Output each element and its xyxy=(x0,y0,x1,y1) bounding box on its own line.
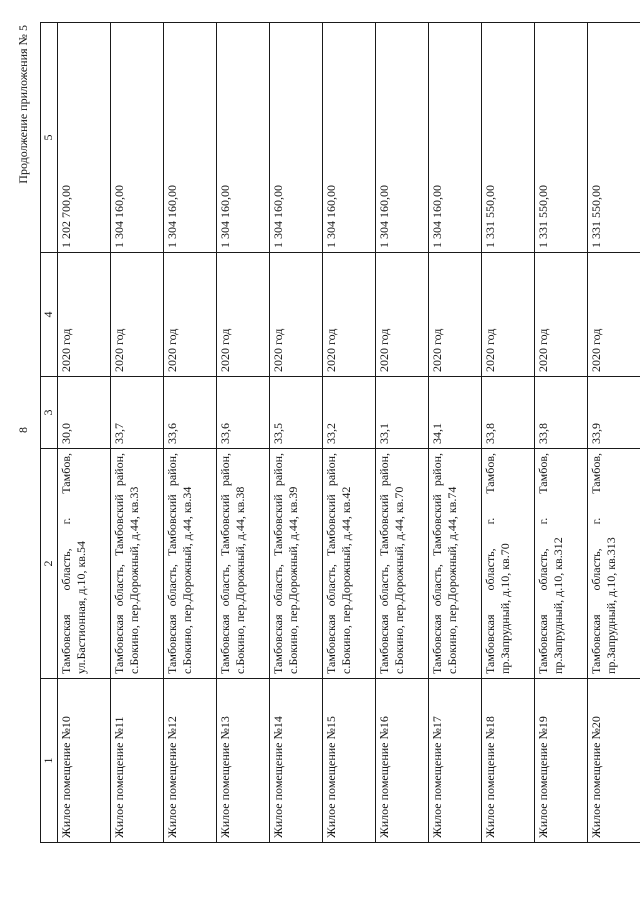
premise-price: 1 331 550,00 xyxy=(535,23,588,253)
premise-address: Тамбовская область, г. Тамбов, ул.Бастионная, д.10, кв.54 xyxy=(58,449,111,679)
premise-price: 1 331 550,00 xyxy=(588,23,640,253)
premise-address: Тамбовская область, Тамбовский район, с.Бокино, пер.Дорожный, д.44, кв.38 xyxy=(217,449,270,679)
premise-area: 33,7 xyxy=(111,377,164,449)
table-row xyxy=(376,23,429,843)
premise-area: 33,2 xyxy=(323,377,376,449)
table-row xyxy=(58,23,111,843)
premise-year: 2020 год xyxy=(217,253,270,377)
table-row xyxy=(217,23,270,843)
table-row xyxy=(429,23,482,843)
premise-year: 2020 год xyxy=(164,253,217,377)
premise-area: 30,0 xyxy=(58,377,111,449)
column-header-5: 5 xyxy=(41,23,58,253)
table-row xyxy=(535,23,588,843)
premise-name: Жилое помещение №17 xyxy=(429,679,482,843)
appendix-continuation-note: Продолжение приложения № 5 xyxy=(16,25,30,184)
premise-area: 33,6 xyxy=(217,377,270,449)
premise-price: 1 304 160,00 xyxy=(429,23,482,253)
table-row xyxy=(164,23,217,843)
premise-area: 34,1 xyxy=(429,377,482,449)
table-row xyxy=(323,23,376,843)
premise-year: 2020 год xyxy=(482,253,535,377)
premise-name: Жилое помещение №14 xyxy=(270,679,323,843)
premise-name: Жилое помещение №10 xyxy=(58,679,111,843)
housing-table xyxy=(40,22,640,843)
premise-address: Тамбовская область, Тамбовский район, с.Бокино, пер.Дорожный, д.44, кв.70 xyxy=(376,449,429,679)
premise-name: Жилое помещение №16 xyxy=(376,679,429,843)
premise-price: 1 304 160,00 xyxy=(217,23,270,253)
premise-price: 1 331 550,00 xyxy=(482,23,535,253)
column-header-1: 1 xyxy=(41,679,58,843)
premise-year: 2020 год xyxy=(323,253,376,377)
premise-name: Жилое помещение №19 xyxy=(535,679,588,843)
column-header-3: 3 xyxy=(41,377,58,449)
premise-name: Жилое помещение №11 xyxy=(111,679,164,843)
premise-year: 2020 год xyxy=(429,253,482,377)
premise-year: 2020 год xyxy=(58,253,111,377)
table-row xyxy=(270,23,323,843)
page-number: 8 xyxy=(16,427,30,433)
premise-area: 33,5 xyxy=(270,377,323,449)
premise-year: 2020 год xyxy=(535,253,588,377)
premise-name: Жилое помещение №13 xyxy=(217,679,270,843)
table-header xyxy=(41,23,58,843)
premise-address: Тамбовская область, Тамбовский район, с.Бокино, пер.Дорожный, д.44, кв.42 xyxy=(323,449,376,679)
column-header-2: 2 xyxy=(41,449,58,679)
premise-name: Жилое помещение №15 xyxy=(323,679,376,843)
table-row xyxy=(588,23,640,843)
table-row xyxy=(111,23,164,843)
premise-address: Тамбовская область, Тамбовский район, с.Бокино, пер.Дорожный, д.44, кв.34 xyxy=(164,449,217,679)
premise-price: 1 304 160,00 xyxy=(323,23,376,253)
premise-address: Тамбовская область, Тамбовский район, с.Бокино, пер.Дорожный, д.44, кв.33 xyxy=(111,449,164,679)
premise-address: Тамбовская область, г. Тамбов, пр.Запрудный, д.10, кв.70 xyxy=(482,449,535,679)
premise-year: 2020 год xyxy=(270,253,323,377)
premise-name: Жилое помещение №18 xyxy=(482,679,535,843)
premise-address: Тамбовская область, г. Тамбов, пр.Запрудный, д.10, кв.312 xyxy=(535,449,588,679)
column-header-4: 4 xyxy=(41,253,58,377)
premise-address: Тамбовская область, Тамбовский район, с.Бокино, пер.Дорожный, д.44, кв.74 xyxy=(429,449,482,679)
premise-price: 1 304 160,00 xyxy=(111,23,164,253)
premise-name: Жилое помещение №20 xyxy=(588,679,640,843)
premise-area: 33,8 xyxy=(535,377,588,449)
premise-address: Тамбовская область, Тамбовский район, с.Бокино, пер.Дорожный, д.44, кв.39 xyxy=(270,449,323,679)
table-row xyxy=(482,23,535,843)
premise-price: 1 304 160,00 xyxy=(376,23,429,253)
premise-area: 33,9 xyxy=(588,377,640,449)
premise-address: Тамбовская область, г. Тамбов, пр.Запрудный, д.10, кв.313 xyxy=(588,449,640,679)
header-row xyxy=(41,23,58,843)
premise-name: Жилое помещение №12 xyxy=(164,679,217,843)
premise-area: 33,1 xyxy=(376,377,429,449)
premise-year: 2020 год xyxy=(376,253,429,377)
premise-price: 1 202 700,00 xyxy=(58,23,111,253)
premise-area: 33,8 xyxy=(482,377,535,449)
premise-area: 33,6 xyxy=(164,377,217,449)
premise-price: 1 304 160,00 xyxy=(270,23,323,253)
premise-price: 1 304 160,00 xyxy=(164,23,217,253)
premise-year: 2020 год xyxy=(111,253,164,377)
premise-year: 2020 год xyxy=(588,253,640,377)
